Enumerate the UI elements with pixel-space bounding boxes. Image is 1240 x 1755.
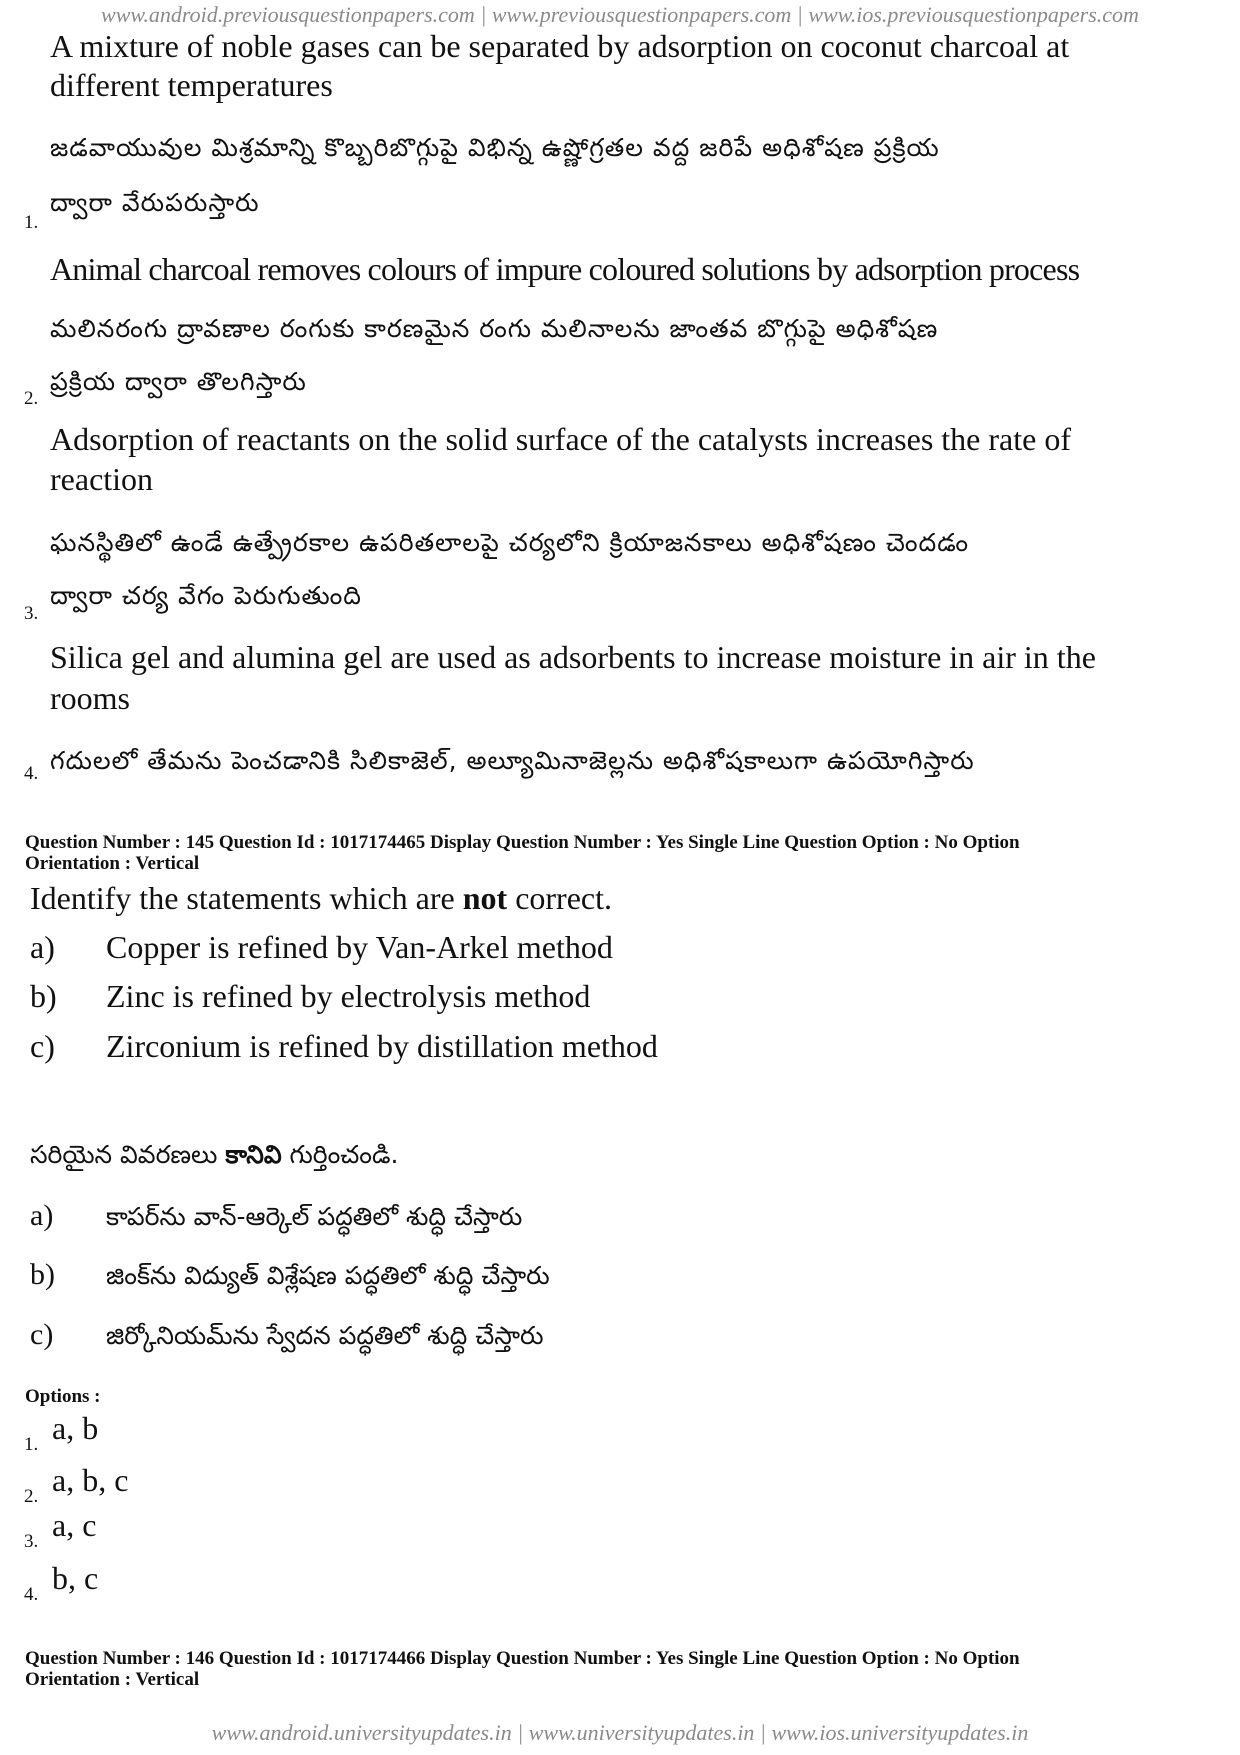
question-146-meta-line1: Question Number : 146 Question Id : 1017174466 Display Question Number : Yes Single Line Question Option : No Option xyxy=(25,1648,1020,1669)
prev-option-3-number: 3. xyxy=(24,603,39,624)
prev-option-3-te-line2: ద్వారా చర్య వేగం పెరుగుతుంది xyxy=(50,581,362,610)
question-145-meta-line2: Orientation : Vertical xyxy=(25,853,200,874)
question-146-meta-line2: Orientation : Vertical xyxy=(25,1669,200,1690)
statement-te-a xyxy=(30,1199,522,1238)
stem-en-pre: Identify the statements which are xyxy=(30,880,463,916)
stem-te-post: గుర్తించండి. xyxy=(281,1140,399,1169)
statement-te-b xyxy=(30,1258,550,1297)
statement-text: Zirconium is refined by distillation method xyxy=(106,1028,658,1064)
prev-option-1-number: 1. xyxy=(24,212,39,233)
prev-option-3-en-line1: Adsorption of reactants on the solid surface of the catalysts increases the rate of xyxy=(50,421,1071,457)
prev-option-3-en-line2: reaction xyxy=(50,461,154,497)
statement-label: b) xyxy=(30,1258,55,1291)
stem-te-bold: కానివి xyxy=(225,1140,282,1169)
option-4-number: 4. xyxy=(24,1584,39,1605)
statement-en-c xyxy=(30,1028,658,1065)
prev-option-4-en-line2: rooms xyxy=(50,680,130,716)
option-3-number: 3. xyxy=(24,1531,39,1552)
option-1-text[interactable]: a, b xyxy=(52,1410,99,1446)
statement-label: a) xyxy=(30,1199,54,1232)
statement-text: Zinc is refined by electrolysis method xyxy=(106,978,591,1014)
prev-option-2-te-line1: మలినరంగు ద్రావణాల రంగుకు కారణమైన రంగు మలినాలను జాంతవ బొగ్గుపై అధిశోషణ xyxy=(50,314,939,343)
option-1-number: 1. xyxy=(24,1434,39,1455)
statement-text: కాపర్‌ను వాన్-ఆర్కెల్ పద్ధతిలో శుద్ధి చేస్తారు xyxy=(106,1202,523,1231)
statement-text: Copper is refined by Van-Arkel method xyxy=(106,929,613,965)
statement-label: c) xyxy=(30,1318,54,1351)
prev-option-2-en-line1: Animal charcoal removes colours of impure coloured solutions by adsorption process xyxy=(50,251,1080,287)
statement-en-a xyxy=(30,929,613,966)
statement-te-c xyxy=(30,1318,544,1357)
question-145-stem-te xyxy=(30,1140,398,1176)
prev-option-2-number: 2. xyxy=(24,388,39,409)
stem-en-bold: not xyxy=(462,880,508,916)
statement-en-b xyxy=(30,978,590,1015)
stem-en-post: correct. xyxy=(507,880,612,916)
statement-label: b) xyxy=(30,978,57,1014)
prev-option-1-en-line2: different temperatures xyxy=(50,67,333,103)
prev-option-2-te-line2: ప్రక్రియ ద్వారా తొలగిస్తారు xyxy=(50,367,307,396)
prev-option-1-en-line1: A mixture of noble gases can be separated by adsorption on coconut charcoal at xyxy=(50,28,1070,64)
prev-option-1-te-line2: ద్వారా వేరుపరుస్తారు xyxy=(50,188,260,217)
prev-option-4-en-line1: Silica gel and alumina gel are used as adsorbents to increase moisture in air in the xyxy=(50,639,1096,675)
stem-te-pre: సరియైన వివరణలు xyxy=(30,1140,226,1169)
prev-option-3-te-line1: ఘనస్థితిలో ఉండే ఉత్ప్రేరకాల ఉపరితలాలపై చర్యలోని క్రియాజనకాలు అధిశోషణం చెందడం xyxy=(50,528,970,557)
option-2-number: 2. xyxy=(24,1486,39,1507)
prev-option-4-number: 4. xyxy=(24,763,39,784)
options-label: Options : xyxy=(25,1386,101,1407)
option-3-text[interactable]: a, c xyxy=(52,1507,97,1543)
prev-option-4-te-line1: గదులలో తేమను పెంచడానికి సిలికాజెల్, అల్యూమినాజెల్లను అధిశోషకాలుగా ఉపయోగిస్తారు xyxy=(50,746,975,775)
question-145-meta-line1: Question Number : 145 Question Id : 1017174465 Display Question Number : Yes Single Line Question Option : No Option xyxy=(25,832,1020,853)
statement-text: జిర్కోనియమ్‌ను స్వేదన పద్ధతిలో శుద్ధి చేస్తారు xyxy=(106,1321,544,1350)
footer-watermark-links: www.android.universityupdates.in | www.universityupdates.in | www.ios.universityupdates.in xyxy=(211,1720,1029,1745)
option-2-text[interactable]: a, b, c xyxy=(52,1462,129,1498)
statement-label: a) xyxy=(30,929,55,965)
prev-option-1-te-line1: జడవాయువుల మిశ్రమాన్ని కొబ్బరిబొగ్గుపై విభిన్న ఉష్ణోగ్రతల వద్ద జరిపే అధిశోషణ ప్రక్రియ xyxy=(50,133,940,162)
question-145-stem-en xyxy=(30,880,612,917)
statement-text: జింక్‌ను విద్యుత్ విశ్లేషణ పద్ధతిలో శుద్ధి చేస్తారు xyxy=(106,1261,550,1290)
option-4-text[interactable]: b, c xyxy=(52,1560,99,1596)
statement-label: c) xyxy=(30,1028,55,1064)
header-watermark-links: www.android.previousquestionpapers.com | www.previousquestionpapers.com | www.ios.previousquestionpapers.com xyxy=(101,2,1139,27)
